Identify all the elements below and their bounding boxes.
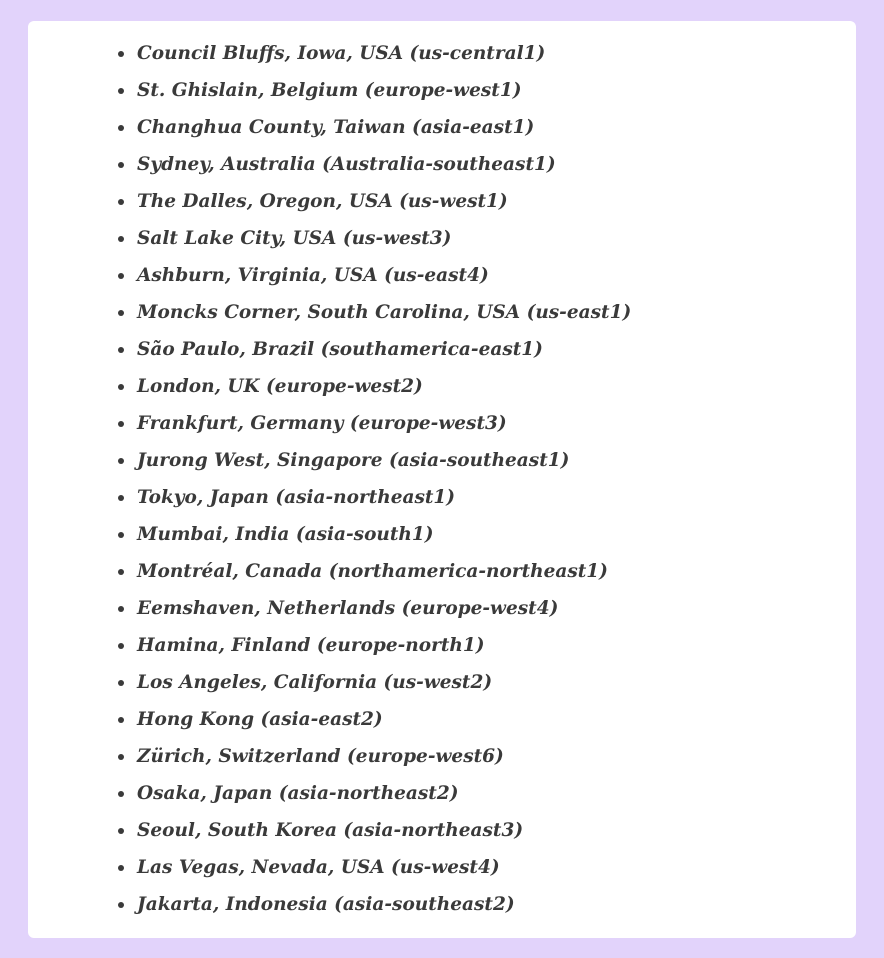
list-item [116,150,631,187]
bullet-icon [118,532,124,538]
bullet-icon [118,51,124,57]
region-label: Montréal, Canada (northamerica-northeast1) [137,561,608,582]
region-label: Hamina, Finland (europe-north1) [137,635,485,656]
list-item [116,742,631,779]
list-item [116,372,631,409]
region-label: Hong Kong (asia-east2) [137,709,383,730]
list-item [116,853,631,890]
list-item [116,483,631,520]
bullet-icon [118,347,124,353]
bullet-icon [118,125,124,131]
region-label: Sydney, Australia (Australia-southeast1) [137,154,556,175]
bullet-icon [118,310,124,316]
content-card [28,21,856,938]
list-item [116,705,631,742]
list-item [116,631,631,668]
list-item [116,298,631,335]
bullet-icon [118,236,124,242]
bullet-icon [118,791,124,797]
bullet-icon [118,421,124,427]
region-label: Ashburn, Virginia, USA (us-east4) [137,265,489,286]
region-label: Osaka, Japan (asia-northeast2) [137,783,459,804]
region-label: Tokyo, Japan (asia-northeast1) [137,487,456,508]
list-item [116,594,631,631]
region-list [116,39,631,927]
region-label: Frankfurt, Germany (europe-west3) [137,413,507,434]
bullet-icon [118,273,124,279]
region-label: Jurong West, Singapore (asia-southeast1) [137,450,570,471]
list-item [116,668,631,705]
list-item [116,261,631,298]
list-item [116,187,631,224]
bullet-icon [118,828,124,834]
bullet-icon [118,162,124,168]
list-item [116,76,631,113]
region-label: London, UK (europe-west2) [137,376,423,397]
bullet-icon [118,88,124,94]
region-label: The Dalles, Oregon, USA (us-west1) [137,191,508,212]
region-label: São Paulo, Brazil (southamerica-east1) [137,339,543,360]
region-label: Zürich, Switzerland (europe-west6) [137,746,504,767]
list-item [116,557,631,594]
bullet-icon [118,199,124,205]
bullet-icon [118,902,124,908]
list-item [116,409,631,446]
list-item [116,779,631,816]
list-item [116,224,631,261]
region-label: Las Vegas, Nevada, USA (us-west4) [137,857,500,878]
region-label: Los Angeles, California (us-west2) [137,672,493,693]
list-item [116,446,631,483]
region-label: Salt Lake City, USA (us-west3) [137,228,452,249]
list-item [116,335,631,372]
region-label: Eemshaven, Netherlands (europe-west4) [137,598,559,619]
bullet-icon [118,384,124,390]
bullet-icon [118,754,124,760]
list-item [116,520,631,557]
region-label: Council Bluffs, Iowa, USA (us-central1) [137,43,546,64]
bullet-icon [118,680,124,686]
region-label: Moncks Corner, South Carolina, USA (us-east1) [137,302,632,323]
region-label: Seoul, South Korea (asia-northeast3) [137,820,524,841]
bullet-icon [118,569,124,575]
bullet-icon [118,717,124,723]
bullet-icon [118,606,124,612]
bullet-icon [118,865,124,871]
list-item [116,113,631,150]
region-label: St. Ghislain, Belgium (europe-west1) [137,80,522,101]
region-label: Jakarta, Indonesia (asia-southeast2) [137,894,515,915]
bullet-icon [118,495,124,501]
list-item [116,816,631,853]
region-label: Mumbai, India (asia-south1) [137,524,434,545]
list-item [116,39,631,76]
list-item [116,890,631,927]
bullet-icon [118,458,124,464]
bullet-icon [118,643,124,649]
region-label: Changhua County, Taiwan (asia-east1) [137,117,535,138]
